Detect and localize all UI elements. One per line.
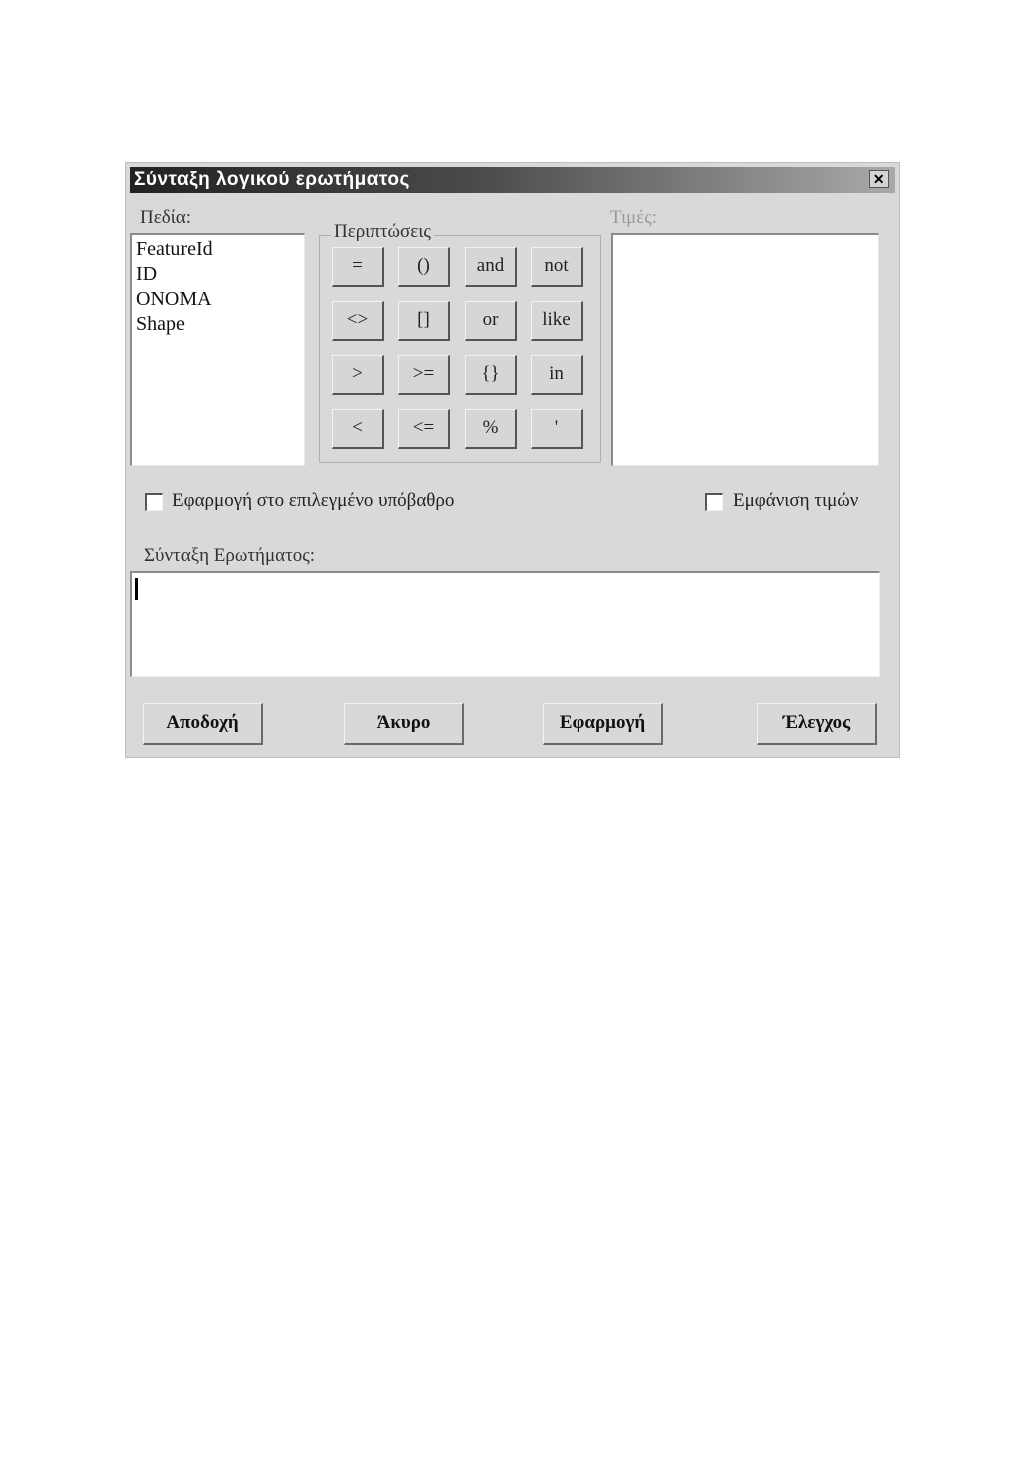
op-like-button[interactable]: like — [531, 301, 583, 341]
show-values-checkbox[interactable] — [705, 493, 723, 511]
accept-button[interactable]: Αποδοχή — [143, 703, 263, 745]
op-or-button[interactable]: or — [465, 301, 517, 341]
check-button[interactable]: Έλεγχος — [757, 703, 877, 745]
query-textarea[interactable] — [130, 571, 880, 677]
apply-selected-label: Εφαρμογή στο επιλεγμένο υπόβαθρο — [172, 490, 455, 511]
apply-selected-checkbox[interactable] — [145, 493, 163, 511]
fields-label: Πεδία: — [140, 207, 191, 228]
op-and-button[interactable]: and — [465, 247, 517, 287]
op-brackets-button[interactable]: [] — [398, 301, 450, 341]
show-values-label: Εμφάνιση τιμών — [733, 490, 859, 511]
op-in-button[interactable]: in — [531, 355, 583, 395]
op-greater-button[interactable]: > — [332, 355, 384, 395]
op-equals-button[interactable]: = — [332, 247, 384, 287]
op-percent-button[interactable]: % — [465, 409, 517, 449]
values-label: Τιμές: — [610, 207, 658, 228]
field-item-onoma[interactable]: ONOMA — [136, 288, 212, 310]
field-item-shape[interactable]: Shape — [136, 313, 185, 335]
values-list[interactable] — [611, 233, 879, 466]
op-greater-equal-button[interactable]: >= — [398, 355, 450, 395]
dialog-title: Σύνταξη λογικού ερωτήματος — [134, 169, 410, 190]
op-braces-button[interactable]: {} — [465, 355, 517, 395]
text-caret — [135, 578, 138, 600]
title-bar[interactable] — [130, 167, 895, 193]
op-quote-button[interactable]: ' — [531, 409, 583, 449]
apply-button[interactable]: Εφαρμογή — [543, 703, 663, 745]
op-not-equal-button[interactable]: <> — [332, 301, 384, 341]
op-less-equal-button[interactable]: <= — [398, 409, 450, 449]
op-less-button[interactable]: < — [332, 409, 384, 449]
query-label: Σύνταξη Ερωτήματος: — [144, 545, 316, 566]
field-item-id[interactable]: ID — [136, 263, 158, 285]
close-button[interactable]: ✕ — [869, 170, 889, 188]
op-not-button[interactable]: not — [531, 247, 583, 287]
field-item-featureid[interactable]: FeatureId — [136, 238, 213, 260]
operators-group-label: Περιπτώσεις — [331, 221, 434, 243]
cancel-button[interactable]: Άκυρο — [344, 703, 464, 745]
fields-list[interactable] — [130, 233, 305, 466]
query-builder-dialog — [125, 162, 900, 758]
op-parentheses-button[interactable]: () — [398, 247, 450, 287]
